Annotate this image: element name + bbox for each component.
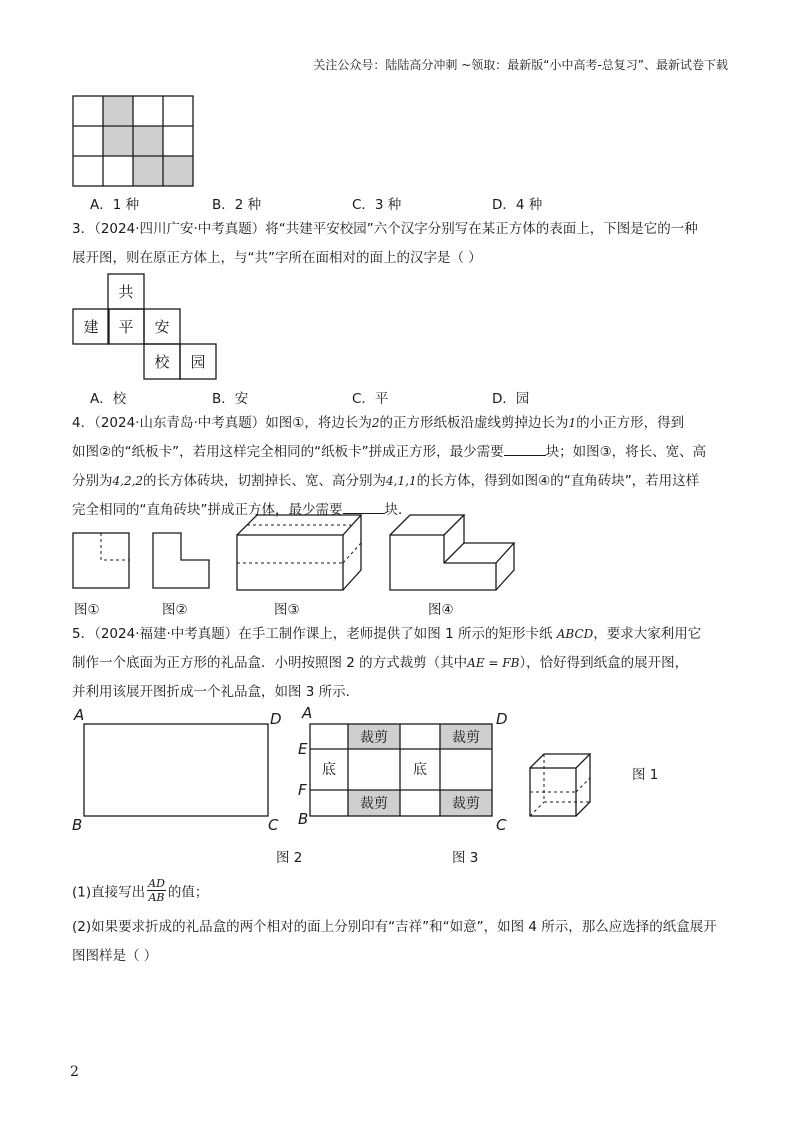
grid-cell-shaded	[133, 126, 163, 156]
q3-choice-c: C．平	[352, 391, 389, 407]
q3-text	[72, 215, 732, 273]
grid-cell-shaded	[163, 156, 193, 186]
page-header: 关注公众号：陆陆高分冲刺 ~领取：最新版“小中高考-总复习”、最新试卷下载	[313, 58, 728, 72]
q5-caption-fig3: 图 3	[452, 850, 479, 866]
cell-cut-1: 裁剪	[360, 730, 388, 746]
q3-cube-net-figure	[72, 273, 218, 381]
q5-fig-gift-box	[528, 752, 602, 822]
grid-cell-shaded	[133, 156, 163, 186]
q4-fig2-l-card	[152, 532, 212, 590]
net-char-ping: 平	[118, 318, 134, 336]
label-f: F	[298, 781, 307, 799]
page-number: 2	[70, 1064, 79, 1080]
cell-cut-4: 裁剪	[452, 796, 480, 812]
q5-sub1: (1)直接写出 $\frac{AD}{AB}$ 的值；	[72, 877, 209, 904]
q4-fig4-l-brick	[388, 513, 518, 593]
grid-cell-shaded	[103, 96, 133, 126]
q4-text	[72, 409, 732, 525]
net-char-jian: 建	[83, 318, 99, 336]
label-c: C	[268, 816, 279, 832]
q2-choice-d: D．4 种	[492, 197, 543, 213]
q4-line-1: 4．（2024·山东青岛·中考真题）如图①，将边长为2的正方形纸板沿虚线剪掉边长为1的小正方形，得到	[72, 415, 685, 431]
label-b: B	[298, 810, 309, 828]
q3-line-1: 3．（2024·四川广安·中考真题）将“共建平安校园”六个汉字分别写在某正方体的表面上，下图是它的一种	[72, 221, 698, 237]
q3-choice-d: D．园	[492, 391, 530, 407]
net-char-yuan: 园	[190, 353, 206, 371]
label-a: A	[302, 706, 313, 722]
cell-bottom-1: 底	[322, 762, 336, 778]
label-a: A	[74, 706, 85, 724]
fraction-ad-ab: $\frac{AD}{AB}$	[148, 877, 165, 904]
q4-fig1-square	[72, 532, 132, 590]
q4-caption-3: 图③	[274, 602, 300, 618]
q5-sub2-line-1: (2)如果要求折成的礼品盒的两个相对的面上分别印有“吉祥”和“如意”，如图 4 所示，那么应选择的纸盒展开	[72, 919, 717, 935]
net-char-xiao: 校	[154, 353, 170, 371]
q4-caption-2: 图②	[162, 602, 188, 618]
answer-blank-2[interactable]	[343, 499, 385, 514]
label-e: E	[298, 740, 308, 758]
q5-caption-fig2: 图 2	[276, 850, 303, 866]
q4-line-2: 如图②的“纸板卡”，若用这样完全相同的“纸板卡”拼成正方形，最少需要 块；如图③，将长、宽、高	[72, 438, 732, 467]
cell-cut-2: 裁剪	[452, 730, 480, 746]
q5-fig-rectangle	[72, 706, 292, 832]
cell-cut-3: 裁剪	[360, 796, 388, 812]
q4-fig3-cuboid	[235, 513, 365, 593]
q3-choice-b: B．安	[212, 391, 249, 407]
q3-choice-a: A．校	[90, 391, 127, 407]
label-b: B	[72, 816, 83, 832]
label-d: D	[270, 710, 282, 728]
q5-line-3: 并利用该展开图折成一个礼品盒，如图 3 所示．	[72, 684, 360, 700]
q4-line-4: 完全相同的“直角砖块”拼成正方体，最少需要 块．	[72, 496, 732, 525]
q2-choice-c: C．3 种	[352, 197, 402, 213]
q4-caption-1: 图①	[74, 602, 100, 618]
net-char-an: 安	[154, 318, 170, 336]
answer-blank-1[interactable]	[504, 441, 546, 456]
q5-text	[72, 620, 732, 707]
cell-bottom-2: 底	[413, 762, 427, 778]
q4-line-3: 分别为4,2,2的长方体砖块，切割掉长、宽、高分别为4,1,1的长方体，得到如图④的“直角砖块”，若用这样	[72, 473, 700, 489]
net-char-gong: 共	[118, 283, 134, 301]
q5-line-1: 5．（2024·福建·中考真题）在手工制作课上，老师提供了如图 1 所示的矩形卡纸 ABCD，要求大家利用它	[72, 626, 702, 642]
q2-choice-b: B．2 种	[212, 197, 262, 213]
q4-caption-4: 图④	[428, 602, 454, 618]
q2-grid-figure	[72, 95, 196, 187]
q3-line-2: 展开图，则在原正方体上，与“共”字所在面相对的面上的汉字是（ ）	[72, 250, 482, 266]
q5-line-2: 制作一个底面为正方形的礼品盒．小明按照图 2 的方式裁剪（其中AE = FB），恰好得到纸盒的展开图，	[72, 655, 689, 671]
q5-caption-fig1: 图 1	[632, 767, 659, 783]
label-d: D	[496, 710, 508, 728]
q5-sub2	[72, 913, 732, 971]
q5-fig-cut-pattern	[296, 706, 516, 832]
grid-cell-shaded	[103, 126, 133, 156]
q2-choice-a: A．1 种	[90, 197, 140, 213]
label-c: C	[496, 816, 507, 832]
q5-sub2-line-2: 图图样是（ ）	[72, 948, 158, 964]
